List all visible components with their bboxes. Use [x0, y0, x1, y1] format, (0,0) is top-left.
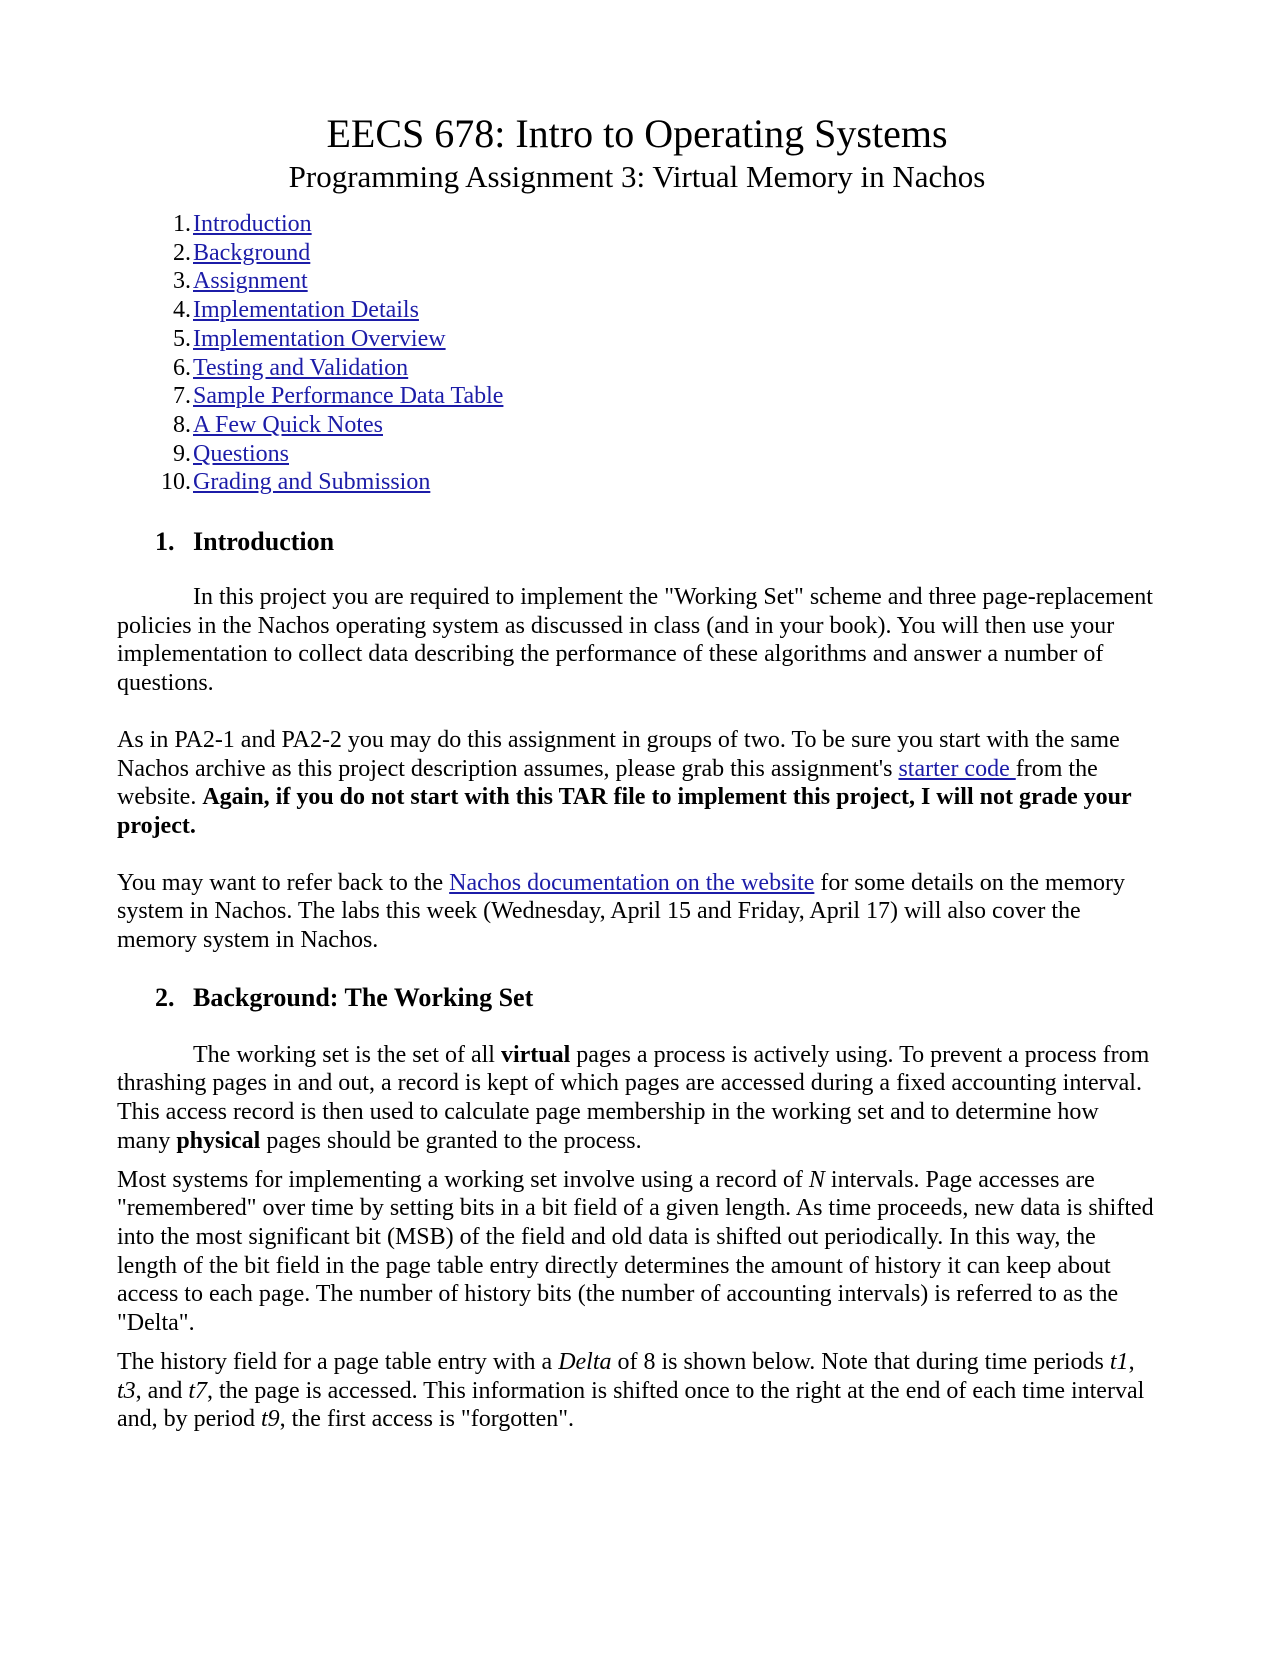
- toc-number: 9.: [173, 440, 191, 467]
- toc-number: 1.: [173, 211, 191, 237]
- italic-term: t3: [117, 1377, 136, 1404]
- toc-item: [117, 296, 1157, 325]
- toc-link-implementation-overview[interactable]: Implementation Overview: [193, 325, 446, 352]
- background-paragraph-3: [117, 1348, 1157, 1434]
- toc-number: 2.: [173, 239, 191, 266]
- toc-number: 8.: [173, 411, 191, 438]
- toc-link-sample-performance[interactable]: Sample Performance Data Table: [193, 383, 504, 410]
- italic-term: t7: [188, 1377, 207, 1404]
- text-run: You may want to refer back to the: [117, 869, 450, 896]
- toc-item: [117, 468, 1157, 497]
- section-title: Introduction: [193, 527, 335, 557]
- text-run: for some details on the memory system in Nachos. The labs this week (Wednesday, April 15 and Friday, April 17) will also cover the memory system in Nachos.: [117, 869, 1125, 954]
- italic-term: t9: [260, 1406, 280, 1433]
- page-subtitle: Programming Assignment 3: Virtual Memory in Nachos: [288, 159, 986, 194]
- section-number: 2.: [155, 982, 175, 1012]
- intro-paragraph-1: In this project you are required to implement the "Working Set" scheme and three page-replacement policies in the Nachos operating system as discussed in class (and in your book). You will then use your implementation to collect data describing the performance of these algorithms and answer a number of questions.: [117, 584, 1153, 697]
- text-run: The working set is the set of all: [193, 1041, 501, 1068]
- toc-link-assignment[interactable]: Assignment: [193, 268, 308, 295]
- toc-link-testing-validation[interactable]: Testing and Validation: [193, 354, 409, 381]
- section-title: Background: The Working Set: [193, 982, 534, 1012]
- toc-number: 4.: [173, 297, 191, 324]
- toc-link-quick-notes[interactable]: A Few Quick Notes: [193, 411, 383, 438]
- toc-number: 5.: [173, 325, 191, 352]
- toc-link-background[interactable]: Background: [193, 239, 311, 266]
- toc-item: [117, 382, 1157, 411]
- italic-term: Delta: [558, 1348, 612, 1375]
- toc-item: [117, 411, 1157, 440]
- text-run: As in PA2-1 and PA2-2 you may do this assignment in groups of two. To be sure you start with the same Nachos archive as this project description assumes, please grab this assignment's: [117, 726, 1120, 782]
- intro-paragraph-3: [117, 869, 1157, 955]
- toc-item: [117, 267, 1157, 296]
- text-run: from the website.: [117, 755, 1098, 811]
- background-paragraph-2: [117, 1166, 1157, 1338]
- toc-item: [117, 239, 1157, 268]
- nachos-docs-link[interactable]: Nachos documentation on the website: [449, 869, 815, 896]
- page-title: EECS 678: Intro to Operating Systems: [326, 111, 948, 156]
- section-heading-background: [117, 983, 1157, 1013]
- toc-link-questions[interactable]: Questions: [193, 440, 289, 467]
- background-paragraph-1: [117, 1041, 1157, 1156]
- bold-term: physical: [176, 1127, 261, 1154]
- toc-number: 3.: [173, 268, 191, 295]
- starter-code-link[interactable]: starter code: [898, 755, 1016, 782]
- text-run: pages a process is actively using. To prevent a process from thrashing pages in and out, a record is kept of which pages are accessed during a fixed accounting interval. This access record is then used to calculate page membership in the working set and to determine how many: [117, 1041, 1150, 1154]
- toc-item: [117, 325, 1157, 354]
- toc-item: [117, 210, 1157, 239]
- text-run: , the page is accessed. This information is shifted once to the right at the end of each time interval and, by period: [117, 1377, 1145, 1433]
- text-run: of 8 is shown below. Note that during time periods: [611, 1348, 1110, 1375]
- text-run: intervals. Page accesses are "remembered" over time by setting bits in a bit field of a given length. As time proceeds, new data is shifted into the most significant bit (MSB) of the field and old data is shifted out periodically. In this way, the length of the bit field in the page table entry directly determines the amount of history it can keep about access to each page. The number of history bits (the number of accounting intervals) is referred to as the "Delta".: [117, 1166, 1154, 1337]
- toc-number: 6.: [173, 354, 191, 381]
- toc-number: 10.: [161, 469, 191, 496]
- document-page: [117, 110, 1157, 1434]
- text-run: The history field for a page table entry with a: [117, 1348, 559, 1375]
- text-run: pages should be granted to the process.: [260, 1127, 642, 1154]
- table-of-contents: [117, 210, 1157, 497]
- italic-term: t1: [1109, 1348, 1129, 1375]
- toc-link-implementation-details[interactable]: Implementation Details: [193, 297, 419, 324]
- text-run: , and: [135, 1377, 189, 1404]
- bold-warning: Again, if you do not start with this TAR file to implement this project, I will not grade your project.: [117, 784, 1132, 839]
- toc-link-introduction[interactable]: Introduction: [193, 211, 312, 237]
- text-run: , the first access is "forgotten".: [279, 1406, 575, 1433]
- bold-term: virtual: [500, 1041, 571, 1068]
- section-heading-introduction: [117, 527, 1157, 557]
- toc-link-grading-submission[interactable]: Grading and Submission: [193, 469, 431, 496]
- toc-number: 7.: [173, 383, 191, 410]
- toc-item: [117, 354, 1157, 383]
- text-run: ,: [1128, 1348, 1135, 1375]
- intro-paragraph-2: [117, 726, 1157, 841]
- toc-item: [117, 440, 1157, 469]
- section-number: 1.: [155, 527, 175, 557]
- italic-term: N: [808, 1166, 825, 1193]
- text-run: Most systems for implementing a working set involve using a record of: [117, 1166, 809, 1193]
